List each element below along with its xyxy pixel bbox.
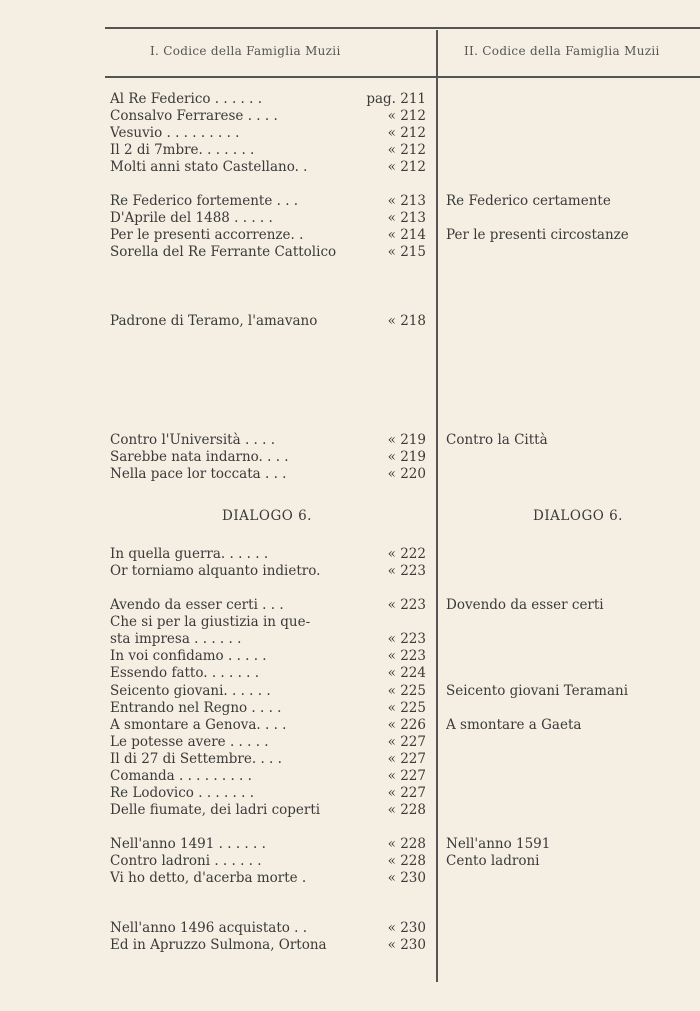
- variant-text: Seicento giovani Teramani: [446, 683, 629, 699]
- entry-text: Il 2 di 7mbre. . . . . . .: [110, 142, 255, 158]
- page-ref: « 220: [387, 466, 426, 482]
- entry-text: Per le presenti accorrenze. .: [110, 227, 304, 243]
- table-row: [0, 313, 700, 330]
- page-ref: « 227: [387, 734, 426, 750]
- table-row: [0, 768, 700, 785]
- entry-text: Molti anni stato Castellano. .: [110, 159, 308, 175]
- table-row: [0, 546, 700, 563]
- page-ref: « 227: [387, 768, 426, 784]
- entry-text: Seicento giovani. . . . . .: [110, 683, 271, 699]
- table-row: [0, 717, 700, 734]
- page-ref: « 212: [387, 142, 426, 158]
- table-row: [0, 597, 700, 614]
- page-ref: « 225: [387, 700, 426, 716]
- page-ref: « 214: [387, 227, 426, 243]
- entry-text: Contro ladroni . . . . . .: [110, 853, 262, 869]
- entry-text: Nell'anno 1491 . . . . . .: [110, 836, 266, 852]
- entry-text: In quella guerra. . . . . .: [110, 546, 269, 562]
- entry-text: Padrone di Teramo, l'amavano: [110, 313, 318, 329]
- entry-text: D'Aprile del 1488 . . . . .: [110, 210, 273, 226]
- entry-text: Re Federico fortemente . . .: [110, 193, 299, 209]
- table-row: [0, 91, 700, 108]
- table-row: [0, 836, 700, 853]
- table-row: [0, 870, 700, 887]
- table-row: [0, 920, 700, 937]
- page-ref: « 230: [387, 920, 426, 936]
- table-row: [0, 648, 700, 665]
- page-ref: « 212: [387, 159, 426, 175]
- table-row: [0, 466, 700, 483]
- table-row: [0, 432, 700, 449]
- section-heading-2: DIALOGO 6.: [533, 508, 623, 524]
- entry-text: Comanda . . . . . . . . .: [110, 768, 252, 784]
- variant-text: Nell'anno 1591: [446, 836, 551, 852]
- table-row: [0, 563, 700, 580]
- entry-text: In voi confidamo . . . . .: [110, 648, 267, 664]
- page-ref: « 230: [387, 870, 426, 886]
- entry-text: Al Re Federico . . . . . .: [110, 91, 263, 107]
- entry-text: Nella pace lor toccata . . .: [110, 466, 287, 482]
- page-ref: « 227: [387, 751, 426, 767]
- table-row: [0, 631, 700, 648]
- table-row: [0, 125, 700, 142]
- entry-text: Contro l'Università . . . .: [110, 432, 275, 448]
- entry-text: Che si per la giustizia in que-: [110, 614, 311, 630]
- variant-text: Per le presenti circostanze: [446, 227, 629, 243]
- table-row: [0, 159, 700, 176]
- variant-text: Dovendo da esser certi: [446, 597, 604, 613]
- page-ref: « 228: [387, 802, 426, 818]
- page-ref: « 223: [387, 631, 426, 647]
- table-row: [0, 108, 700, 125]
- page-ref: « 218: [387, 313, 426, 329]
- page-ref: « 222: [387, 546, 426, 562]
- column-header-2: II. Codice della Famiglia Muzii: [464, 44, 660, 58]
- variant-text: Re Federico certamente: [446, 193, 611, 209]
- page-ref: « 226: [387, 717, 426, 733]
- table-row: [0, 853, 700, 870]
- page-ref: « 227: [387, 785, 426, 801]
- entry-text: Avendo da esser certi . . .: [110, 597, 284, 613]
- entry-text: Delle fiumate, dei ladri coperti: [110, 802, 321, 818]
- table-row: [0, 449, 700, 466]
- entry-text: Consalvo Ferrarese . . . .: [110, 108, 278, 124]
- page-ref: pag. 211: [366, 91, 426, 107]
- page-ref: « 223: [387, 563, 426, 579]
- table-row: [0, 802, 700, 819]
- table-row: [0, 227, 700, 244]
- entry-text: A smontare a Genova. . . .: [110, 717, 287, 733]
- page-ref: « 219: [387, 432, 426, 448]
- table-row: [0, 614, 700, 631]
- entry-text: Sorella del Re Ferrante Cattolico: [110, 244, 337, 260]
- page-ref: « 212: [387, 108, 426, 124]
- variant-text: Contro la Città: [446, 432, 548, 448]
- table-row: [0, 700, 700, 717]
- table-row: [0, 142, 700, 159]
- entry-text: Re Lodovico . . . . . . .: [110, 785, 255, 801]
- table-row: [0, 683, 700, 700]
- entry-text: sta impresa . . . . . .: [110, 631, 242, 647]
- header-bottom-rule: [105, 76, 700, 78]
- entry-text: Sarebbe nata indarno. . . .: [110, 449, 289, 465]
- page-ref: « 223: [387, 597, 426, 613]
- entry-text: Vi ho detto, d'acerba morte .: [110, 870, 307, 886]
- header-top-rule: [105, 27, 700, 29]
- table-row: [0, 210, 700, 227]
- page-ref: « 223: [387, 648, 426, 664]
- table-row: [0, 193, 700, 210]
- page-ref: « 213: [387, 193, 426, 209]
- table-row: [0, 734, 700, 751]
- section-heading-1: DIALOGO 6.: [222, 508, 312, 524]
- entry-text: Vesuvio . . . . . . . . .: [110, 125, 240, 141]
- page-ref: « 213: [387, 210, 426, 226]
- entry-text: Ed in Apruzzo Sulmona, Ortona: [110, 937, 327, 953]
- table-row: [0, 751, 700, 768]
- page-ref: « 225: [387, 683, 426, 699]
- page-ref: « 224: [387, 665, 426, 681]
- entry-text: Le potesse avere . . . . .: [110, 734, 269, 750]
- page-ref: « 212: [387, 125, 426, 141]
- entry-text: Essendo fatto. . . . . . .: [110, 665, 260, 681]
- entry-text: Nell'anno 1496 acquistato . .: [110, 920, 308, 936]
- table-row: [0, 665, 700, 682]
- page-ref: « 228: [387, 853, 426, 869]
- page-ref: « 228: [387, 836, 426, 852]
- variant-text: A smontare a Gaeta: [446, 717, 582, 733]
- table-row: [0, 937, 700, 954]
- page-ref: « 215: [387, 244, 426, 260]
- entry-text: Il di 27 di Settembre. . . .: [110, 751, 282, 767]
- page-ref: « 230: [387, 937, 426, 953]
- table-row: [0, 785, 700, 802]
- page-ref: « 219: [387, 449, 426, 465]
- table-row: [0, 244, 700, 261]
- entry-text: Or torniamo alquanto indietro.: [110, 563, 321, 579]
- entry-text: Entrando nel Regno . . . .: [110, 700, 282, 716]
- variant-text: Cento ladroni: [446, 853, 540, 869]
- column-header-1: I. Codice della Famiglia Muzii: [150, 44, 341, 58]
